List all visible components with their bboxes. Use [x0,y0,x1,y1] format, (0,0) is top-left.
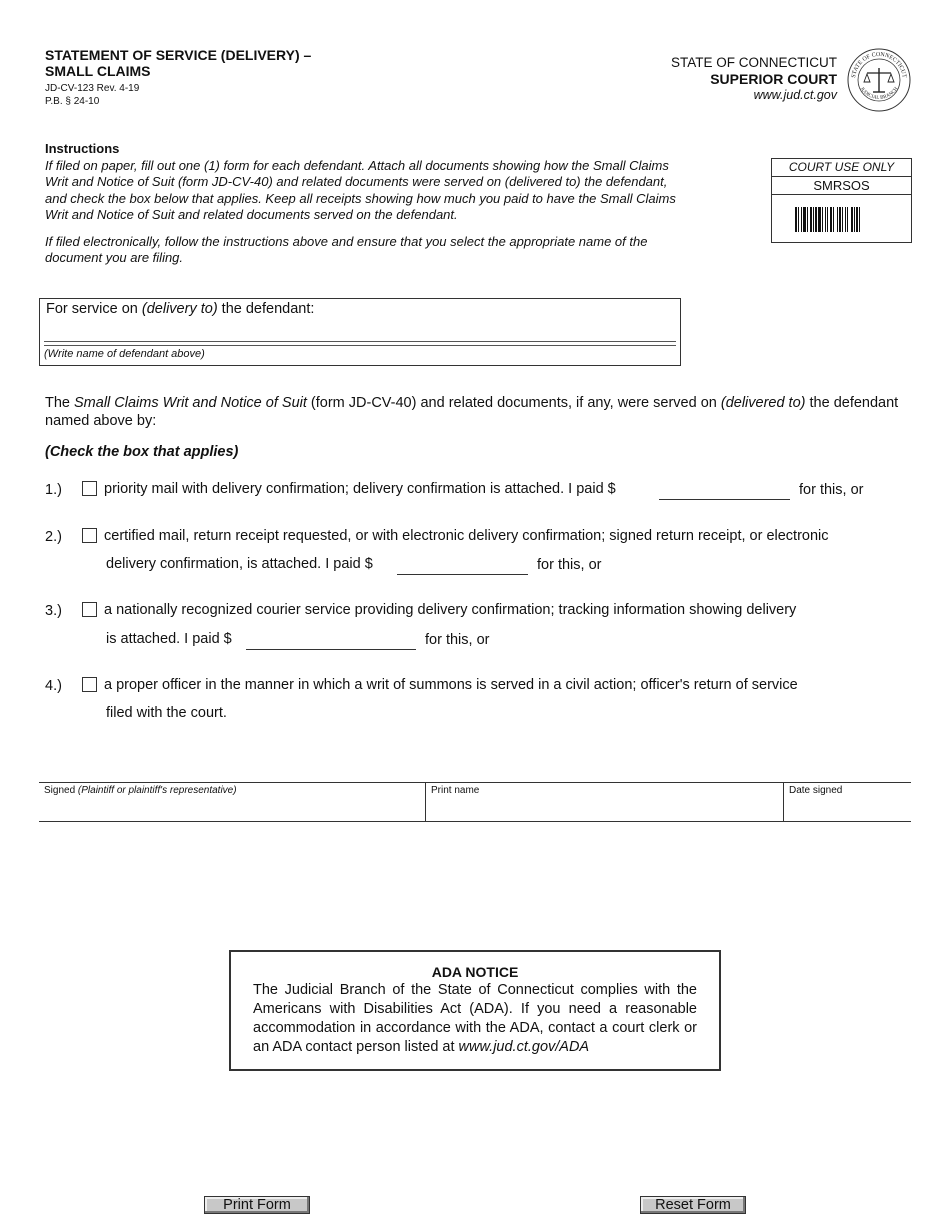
ada-text: The Judicial Branch of the State of Connecticut complies with the Americans with Disabilities Act (ADA). If you need a reasonable accommodation in accordance with the ADA, contact a court clerk or an ADA contact person listed at www.jud.ct.gov/ADA [253,982,697,1055]
option-number: 3.) [45,603,62,619]
option-3-suffix: for this, or [425,632,490,648]
date-signed-field[interactable]: Date signed [783,783,911,821]
reset-form-button[interactable]: Reset Form [640,1196,746,1214]
barcode-icon [795,207,891,232]
seal-text-top: STATE OF CONNECTICUT [851,51,907,79]
court-use-code: SMRSOS [772,177,911,195]
option-2-checkbox[interactable] [82,528,97,543]
print-form-button[interactable]: Print Form [204,1196,310,1214]
title-line-2: SMALL CLAIMS [45,63,151,79]
option-4-text: a proper officer in the manner in which a writ of summons is served in a civil action; officer's return of service [104,677,798,693]
option-number: 2.) [45,529,62,545]
defendant-name-line [44,341,676,342]
service-statement: The Small Claims Writ and Notice of Suit (form JD-CV-40) and related documents, if any, were served on (delivered to) the defendant named above by: [45,395,899,429]
seal-text-bottom: JUDICIAL BRANCH [858,86,900,101]
option-1-checkbox[interactable] [82,481,97,496]
option-4-checkbox[interactable] [82,677,97,692]
court-use-box [771,158,912,243]
defendant-box [39,298,681,366]
option-3-amount-input[interactable] [246,633,416,650]
court-website: www.jud.ct.gov [753,88,837,102]
signature-row [39,782,911,822]
option-1-suffix: for this, or [799,482,864,498]
title-line-1: STATEMENT OF SERVICE (DELIVERY) – [45,47,312,63]
form-title [45,47,311,79]
state-name: STATE OF CONNECTICUT [671,55,837,70]
instructions-paragraph-1: If filed on paper, fill out one (1) form for each defendant. Attach all documents showing how the Small Claims Writ and Notice of Suit (form JD-CV-40) and related documents were served on (delivered to) the defendant, and check the box below that applies. Keep all receipts showing how much you paid to have the Small Claims Writ and Notice of Suit and related documents served on the defendant. [45,158,676,223]
defendant-caption: (Write name of defendant above) [44,348,205,360]
option-number: 4.) [45,678,62,694]
state-seal-icon [847,48,911,112]
signed-field[interactable]: Signed (Plaintiff or plaintiff's representative) [44,785,237,796]
option-1-text: priority mail with delivery confirmation; delivery confirmation is attached. I paid $ [104,481,616,497]
option-2-suffix: for this, or [537,557,602,573]
ada-heading: ADA NOTICE [431,964,519,980]
court-header [671,55,837,103]
option-3-text: a nationally recognized courier service providing delivery confirmation; tracking information showing delivery [104,602,797,618]
option-2-text-2: delivery confirmation, is attached. I paid $ [106,556,373,572]
option-1-amount-input[interactable] [659,483,790,500]
form-number-block [45,82,139,108]
option-3-text-2: is attached. I paid $ [106,631,232,647]
ada-link[interactable]: www.jud.ct.gov/ADA [458,1039,590,1055]
instructions-heading: Instructions [45,141,120,156]
practice-book-rule: P.B. § 24-10 [45,96,100,107]
option-4-text-2: filed with the court. [106,705,227,721]
instructions-text [45,158,685,276]
option-3-checkbox[interactable] [82,602,97,617]
form-number: JD-CV-123 Rev. 4-19 [45,83,140,94]
court-name: SUPERIOR COURT [710,71,837,87]
defendant-name-line-2 [44,345,676,346]
defendant-label: For service on (delivery to) the defendant: [46,301,315,317]
court-use-label: COURT USE ONLY [772,159,911,177]
option-2-text: certified mail, return receipt requested, or with electronic delivery confirmation; signed return receipt, or electronic [104,528,829,544]
instructions-paragraph-2: If filed electronically, follow the instructions above and ensure that you select the appropriate name of the document you are filing. [45,233,648,266]
defendant-name-input[interactable] [46,323,674,340]
print-name-field[interactable]: Print name [425,783,783,821]
ada-notice [229,950,721,1071]
option-number: 1.) [45,482,62,498]
check-instruction: (Check the box that applies) [45,444,239,460]
option-2-amount-input[interactable] [397,558,528,575]
